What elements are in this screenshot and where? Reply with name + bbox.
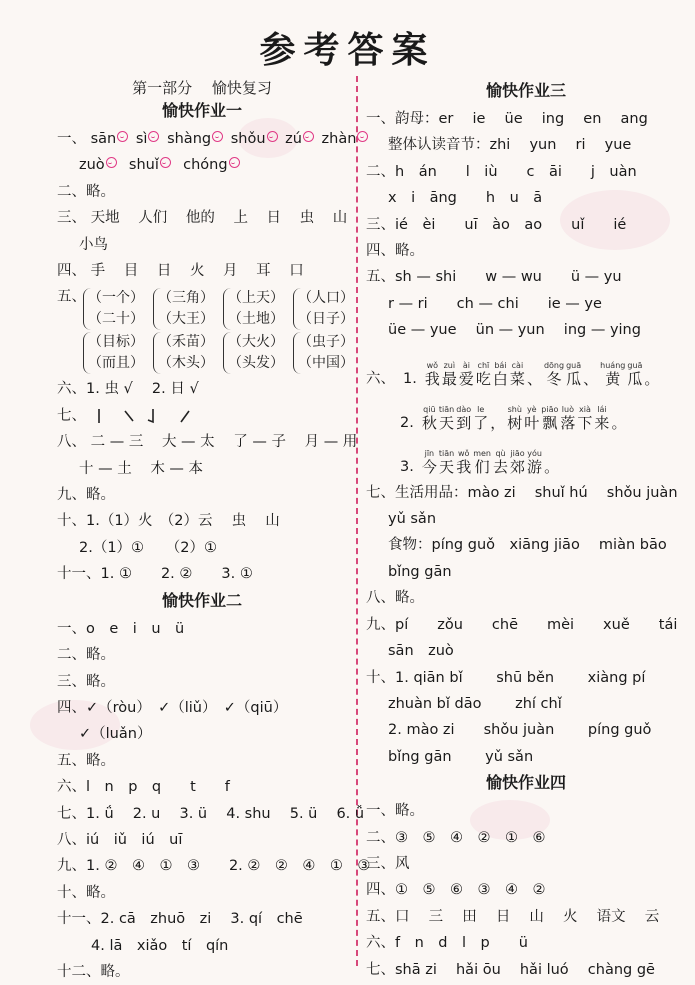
hanzi-char: 去 (493, 457, 509, 476)
pinyin-annotation: jiāo (510, 448, 525, 458)
hw2-q7: 七、1. ǘ 2. u 3. ü 4. shu 5. ü 6. ǚ (57, 805, 365, 822)
pinyin-annotation (611, 405, 626, 414)
hanzi-char: 郊 (510, 457, 526, 476)
pinyin-annotation: cài (511, 360, 524, 370)
hw2-q9: 九、1. ② ④ ① ③ 2. ② ② ④ ① ③ (57, 858, 371, 875)
hw3-q3: 三、ié èi uī ào ao uǐ ié (366, 216, 627, 233)
hanzi-char: 们 (474, 457, 490, 476)
hw4-q1: 一、略。 (366, 803, 424, 820)
pinyin-annotation: ài (462, 360, 470, 370)
hw2-q12: 十二、略。 (57, 963, 130, 980)
pinyin-annotation: huáng (600, 360, 626, 370)
ruby-char (566, 361, 581, 388)
hanzi-char: 到 (456, 413, 472, 432)
hanzi-char: 最 (441, 369, 457, 388)
ruby-char (442, 361, 457, 388)
ruby-char (425, 361, 440, 388)
pinyin-annotation: tiān (438, 448, 455, 458)
hw1-q8-cont: 十 — 土 木 — 本 (79, 460, 204, 477)
hw2-q4: 四、✓（ròu） ✓（liǔ） ✓（qiū） (57, 699, 288, 716)
hw2-q1: 一、o e i u ü (57, 620, 185, 637)
bracket-pair: （虫子） （中国） (293, 332, 363, 374)
hw3-q6-1: 六、 1. wǒ 我 zuì 最 ài 爱 chī 吃 bái 白 cài 菜 、 dōng 冬 guā 瓜 、 huáng 黄 guā 瓜 。 (366, 360, 660, 388)
hw2-q6: 六、l n p q t f (57, 779, 230, 796)
ruby-char (527, 449, 542, 476)
hw2-q4-cont: ✓（luǎn） (79, 726, 152, 743)
pinyin-annotation (544, 449, 559, 458)
hw3-q6-2: 2. qiū 秋 tiān 天 dào 到 le 了 ， shù 树 yè 叶 piāo 飘 luò 落 xià 下 lái 来 。 (400, 404, 627, 432)
hw4-q5: 五、口 三 田 日 山 火 语文 云 (366, 908, 660, 925)
hw1-q6: 六、1. 虫 √ 2. 日 √ (57, 381, 199, 398)
hw3-q4: 四、略。 (366, 243, 424, 260)
hw1-q7: 七、 (57, 403, 347, 429)
hanzi-char: 天 (439, 457, 455, 476)
hw3-title: 愉快作业三 (485, 81, 566, 100)
ruby-char (611, 405, 626, 432)
hanzi-char: 天 (439, 413, 455, 432)
pinyin-annotation: wǒ (426, 360, 439, 370)
ruby-char (594, 405, 609, 432)
hw2-q10: 十、略。 (57, 884, 115, 901)
pinyin-annotation: yè (526, 404, 537, 414)
ruby-char (439, 449, 454, 476)
hw3-q10-cont2: 2. mào zi shǒu juàn píng guǒ (388, 722, 652, 739)
hw1-q3: 三、 天地 人们 他的 上 日 虫 山 (57, 210, 348, 227)
hw2-q3: 三、略。 (57, 673, 115, 690)
hw3-q5: 五、sh — shi w — wu ü — yu (366, 269, 622, 286)
pinyin-annotation: bái (494, 360, 507, 370)
hw4-q6: 六、f n d l p ü (366, 935, 528, 952)
bracket-pair: （人口） （日子） (293, 288, 363, 330)
pinyin-annotation (644, 361, 659, 370)
hw3-q7: 七、生活用品：mào zi shuǐ hú shǒu juàn (366, 484, 678, 501)
hw3-q7-cont2: 食物：píng guǒ xiāng jiāo miàn bāo (388, 537, 667, 554)
ruby-char (493, 361, 508, 388)
hw2-q11: 十一、2. cā zhuō zi 3. qí chē (57, 911, 303, 928)
hanzi-char: 菜 (509, 369, 525, 388)
hw2-q8: 八、iú iǔ iú uī (57, 831, 183, 848)
hw2-q2: 二、略。 (57, 647, 115, 664)
ruby-sentence (425, 361, 662, 388)
ruby-char (439, 405, 454, 432)
ruby-char (422, 449, 437, 476)
smile-icon (106, 157, 117, 168)
pinyin-annotation (583, 361, 598, 370)
pinyin-annotation: men (473, 448, 492, 458)
smile-icon (160, 157, 171, 168)
hanzi-char: 瓜 (627, 369, 643, 388)
column-divider (356, 76, 358, 966)
hanzi-char: 今 (421, 457, 437, 476)
hw3-q7-cont: yǔ sǎn (388, 511, 437, 528)
ruby-char (459, 361, 474, 388)
smile-icon (303, 131, 314, 142)
hw1-title: 愉快作业一 (161, 101, 242, 120)
pinyin-annotation: guā (627, 360, 643, 370)
hw4-q3: 三、风 (366, 855, 410, 872)
bracket-pair: （大火） （头发） (223, 332, 293, 374)
pinyin-annotation: qiū (423, 404, 436, 414)
bracket-pair: （三角） （大王） (153, 288, 223, 330)
bracket-grid (83, 288, 363, 374)
ruby-char (541, 405, 558, 432)
pinyin-annotation: lái (597, 404, 607, 414)
hw2-title: 愉快作业二 (161, 590, 242, 610)
ruby-char (422, 405, 437, 432)
hanzi-char: 。 (644, 369, 660, 388)
ruby-char (527, 361, 542, 388)
hanzi-char: 吃 (475, 369, 491, 388)
hw1-q9: 九、略。 (57, 487, 115, 504)
pinyin-annotation: yóu (527, 448, 542, 458)
hanzi-char: 。 (611, 413, 627, 432)
pinyin-annotation: jīn (424, 448, 435, 458)
ruby-char (544, 449, 559, 476)
ruby-char (473, 405, 488, 432)
hanzi-char: 。 (544, 457, 560, 476)
hanzi-char: 、 (526, 369, 542, 388)
hw3-q1: 一、韵母：er ie üe ing en ang (366, 111, 648, 127)
hanzi-char: 树 (507, 413, 523, 432)
hw1-q3-cont: 小鸟 (79, 236, 108, 253)
hanzi-char: 我 (424, 369, 440, 388)
ruby-char (456, 405, 471, 432)
ruby-char (577, 405, 592, 432)
hw1-q10-cont: 2.（1）① （2）① (79, 539, 218, 556)
hw3-q10-cont: zhuàn bǐ dāo zhí chǐ (388, 695, 562, 712)
hw2-q5: 五、略。 (57, 752, 115, 769)
hanzi-char: 叶 (524, 413, 540, 432)
pinyin-annotation: guā (566, 360, 582, 370)
smile-icon (212, 131, 223, 142)
hanzi-char: 来 (594, 413, 610, 432)
part-heading: 第一部分 愉快复习 (132, 79, 272, 97)
pinyin-annotation: luò (561, 404, 574, 414)
hw3-q7-cont3: bǐng gān (388, 563, 452, 580)
hanzi-char: 冬 (546, 369, 562, 388)
hw3-q10: 十、1. qiān bǐ shū běn xiàng pí (366, 669, 646, 686)
pinyin-annotation: le (477, 404, 485, 414)
hw3-q9: 九、pí zǒu chē mèi xuě tái (366, 616, 678, 633)
pinyin-annotation: tiān (438, 404, 455, 414)
pinyin-annotation: chī (477, 360, 490, 370)
right-column (366, 76, 686, 983)
ruby-char (490, 405, 505, 432)
hanzi-char: 白 (492, 369, 508, 388)
hanzi-char: 飘 (542, 413, 558, 432)
hanzi-char: 落 (560, 413, 576, 432)
hw1-q4: 四、 手 目 日 火 月 耳 口 (57, 263, 304, 280)
pinyin-annotation (490, 405, 505, 414)
ruby-char (644, 361, 659, 388)
hanzi-char: 瓜 (566, 369, 582, 388)
hw1-q10: 十、1.（1）火 （2）云 虫 山 (57, 513, 280, 530)
ruby-sentence (422, 405, 629, 432)
pinyin-annotation (527, 361, 542, 370)
hw4-q7: 七、shā zi hǎi ōu hǎi luó chàng gē (366, 961, 655, 978)
hw3-q2-cont: x i āng h u ā (388, 190, 543, 207)
pinyin-annotation: wǒ (457, 448, 470, 458)
bracket-pair: （上天） （土地） (223, 288, 293, 330)
pinyin-annotation: qù (495, 448, 506, 458)
hw3-q2: 二、h án l iù c āi j uàn (366, 163, 637, 180)
hanzi-char: 爱 (458, 369, 474, 388)
hanzi-char: 游 (527, 457, 543, 476)
smile-icon (229, 157, 240, 168)
pinyin-annotation: xià (578, 404, 591, 414)
hw3-q1-cont: 整体认读音节：zhi yun ri yue (388, 137, 632, 154)
ruby-char (456, 449, 471, 476)
bracket-pair: （禾苗） （木头） (153, 332, 223, 374)
stroke-strokes-icon (91, 407, 201, 425)
ruby-char (510, 449, 525, 476)
hanzi-char: 下 (577, 413, 593, 432)
hw3-q5-cont: r — ri ch — chi ie — ye (388, 295, 602, 312)
ruby-char (493, 449, 508, 476)
bracket-pair: （一个） （二十） (83, 288, 153, 330)
hw3-q8: 八、略。 (366, 590, 424, 607)
ruby-char (524, 405, 539, 432)
hw1-q1: 一、 sān sì shàng shǒu zú zhàn (57, 126, 347, 152)
pinyin-annotation: dào (456, 404, 472, 414)
smile-icon (117, 131, 128, 142)
hanzi-char: 了 (473, 413, 489, 432)
hw1-q5: 五、 （一个） （二十） （三角） （大王） （上天） （土地） （人口） （日子） （目标） （而且） （禾苗） （木头） （大火） （头发） （虫子） （中国） (57, 284, 347, 376)
ruby-sentence (422, 449, 561, 476)
page-title: 参考答案 (259, 29, 436, 71)
hw1-q8: 八、 二 — 三 大 — 太 了 — 子 月 — 用 (57, 434, 358, 451)
hanzi-char: 、 (583, 369, 599, 388)
hw4-title: 愉快作业四 (485, 773, 566, 793)
hw4-q4: 四、① ⑤ ⑥ ③ ④ ② (366, 882, 546, 899)
hanzi-char: 秋 (421, 413, 437, 432)
hw3-q6-3: 3. jīn 今 tiān 天 wǒ 我 men 们 qù 去 jiāo 郊 yóu 游 。 (400, 448, 560, 476)
pinyin-annotation: piāo (541, 404, 559, 414)
pinyin-annotation: shù (507, 404, 522, 414)
smile-icon (148, 131, 159, 142)
ruby-char (476, 361, 491, 388)
ruby-char (627, 361, 642, 388)
hw4-q2: 二、③ ⑤ ④ ② ① ⑥ (366, 829, 546, 846)
ruby-char (510, 361, 525, 388)
bracket-pair: （目标） （而且） (83, 332, 153, 374)
ruby-char (507, 405, 522, 432)
hw1-q11: 十一、1. ① 2. ② 3. ① (57, 566, 253, 583)
ruby-char (600, 361, 625, 388)
smile-icon (267, 131, 278, 142)
hw1-q2: 二、略。 (57, 183, 115, 200)
hw2-q11-cont: 4. lā xiǎo tí qín (91, 937, 229, 954)
hw3-q10-cont3: bǐng gān yǔ sǎn (388, 748, 534, 765)
hanzi-char: 我 (456, 457, 472, 476)
pinyin-annotation: zuì (443, 360, 456, 370)
hanzi-char: ， (490, 413, 506, 432)
hw3-q5-cont2: üe — yue ün — yun ing — ying (388, 322, 641, 339)
left-column (57, 76, 371, 985)
ruby-char (583, 361, 598, 388)
hw1-q1-cont: zuò shuǐ chóng (57, 152, 347, 178)
pinyin-annotation: dōng (543, 360, 565, 370)
hanzi-char: 黄 (605, 369, 621, 388)
ruby-char (473, 449, 491, 476)
ruby-char (544, 361, 564, 388)
hw3-q9-cont: sān zuò (388, 643, 454, 660)
ruby-char (560, 405, 575, 432)
